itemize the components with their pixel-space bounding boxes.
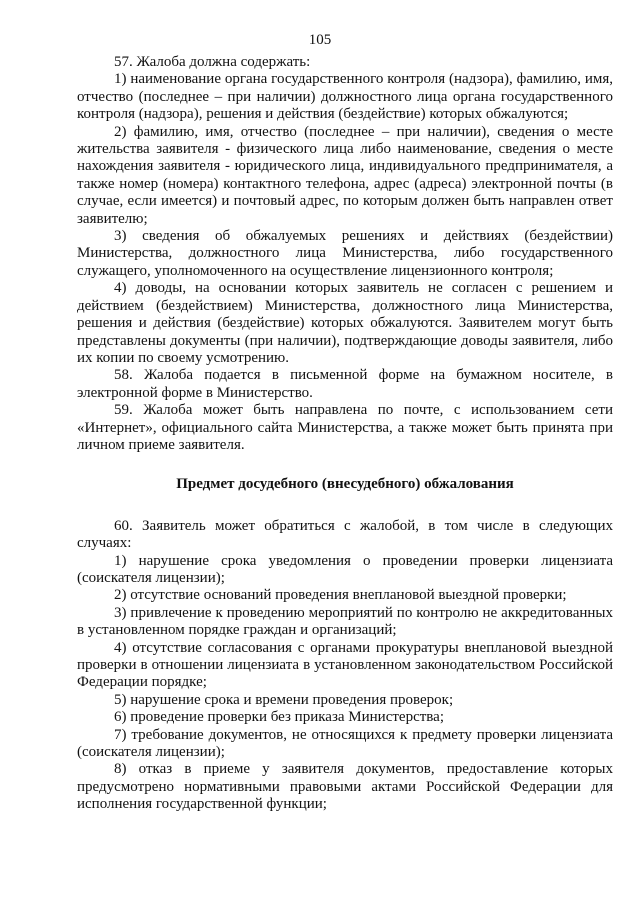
list-item: 1) нарушение срока уведомления о проведении проверки лицензиата (соискателя лицензии); (77, 552, 613, 586)
paragraph-59: 59. Жалоба может быть направлена по почте, с использованием сети «Интернет», официального сайта Министерства, а также может быть принята при личном приеме заявителя. (77, 402, 613, 453)
document-body (77, 54, 613, 814)
list-item: 4) отсутствие согласования с органами прокуратуры внеплановой выездной проверки в отношении лицензиата в установленном законодательством Российской Федерации порядке; (77, 639, 613, 691)
page-number: 105 (308, 32, 332, 48)
paragraph-58: 58. Жалоба подается в письменной форме на бумажном носителе, в электронной форме в Министерство. (77, 367, 613, 401)
list-item: 6) проведение проверки без приказа Министерства; (114, 709, 444, 726)
section-heading: Предмет досудебного (внесудебного) обжалования (176, 476, 514, 493)
list-item: 2) отсутствие оснований проведения внеплановой выездной проверки; (114, 587, 567, 604)
list-item: 1) наименование органа государственного контроля (надзора), фамилию, имя, отчество (последнее – при наличии) должностного лица органа государственного контроля (надзора), решения и действия (бездействие) которых обжалуются; (77, 71, 613, 123)
paragraph-60: 60. Заявитель может обратиться с жалобой, в том числе в следующих случаях: (77, 517, 613, 552)
list-item: 5) нарушение срока и времени проведения проверок; (114, 691, 454, 708)
list-item: 2) фамилию, имя, отчество (последнее – при наличии), сведения о месте жительства заявителя - физического лица либо наименование, сведения о месте нахождения заявителя - юридического лица, индивидуального предпринимателя, а также номер (номера) контактного телефона, адрес (адреса) электронной почты (в случае, если имеется) и почтовый адрес, по которым должен быть направлен ответ заявителю; (77, 123, 613, 227)
list-item: 7) требование документов, не относящихся к предмету проверки лицензиата (соискателя лицензии); (77, 726, 613, 761)
list-item: 3) сведения об обжалуемых решениях и действиях (бездействии) Министерства, должностного лица Министерства, либо государственного служащего, уполномоченного на осуществление лицензионного контроля; (77, 228, 613, 279)
list-item: 3) привлечение к проведению мероприятий по контролю не аккредитованных в установленном порядке граждан и организаций; (77, 604, 613, 639)
paragraph-57: 57. Жалоба должна содержать: (114, 54, 311, 70)
list-item: 4) доводы, на основании которых заявитель не согласен с решением и действием (бездействием) Министерства, должностного лица Министерства, решения и действия (бездействие) которых обжалуются. Заявителем могут быть представлены документы (при наличии), подтверждающие доводы заявителя, либо их копии по своему усмотрению. (77, 280, 613, 366)
list-item: 8) отказ в приеме у заявителя документов, предоставление которых предусмотрено нормативными правовыми актами Российской Федерации для исполнения государственной функции; (77, 761, 613, 813)
